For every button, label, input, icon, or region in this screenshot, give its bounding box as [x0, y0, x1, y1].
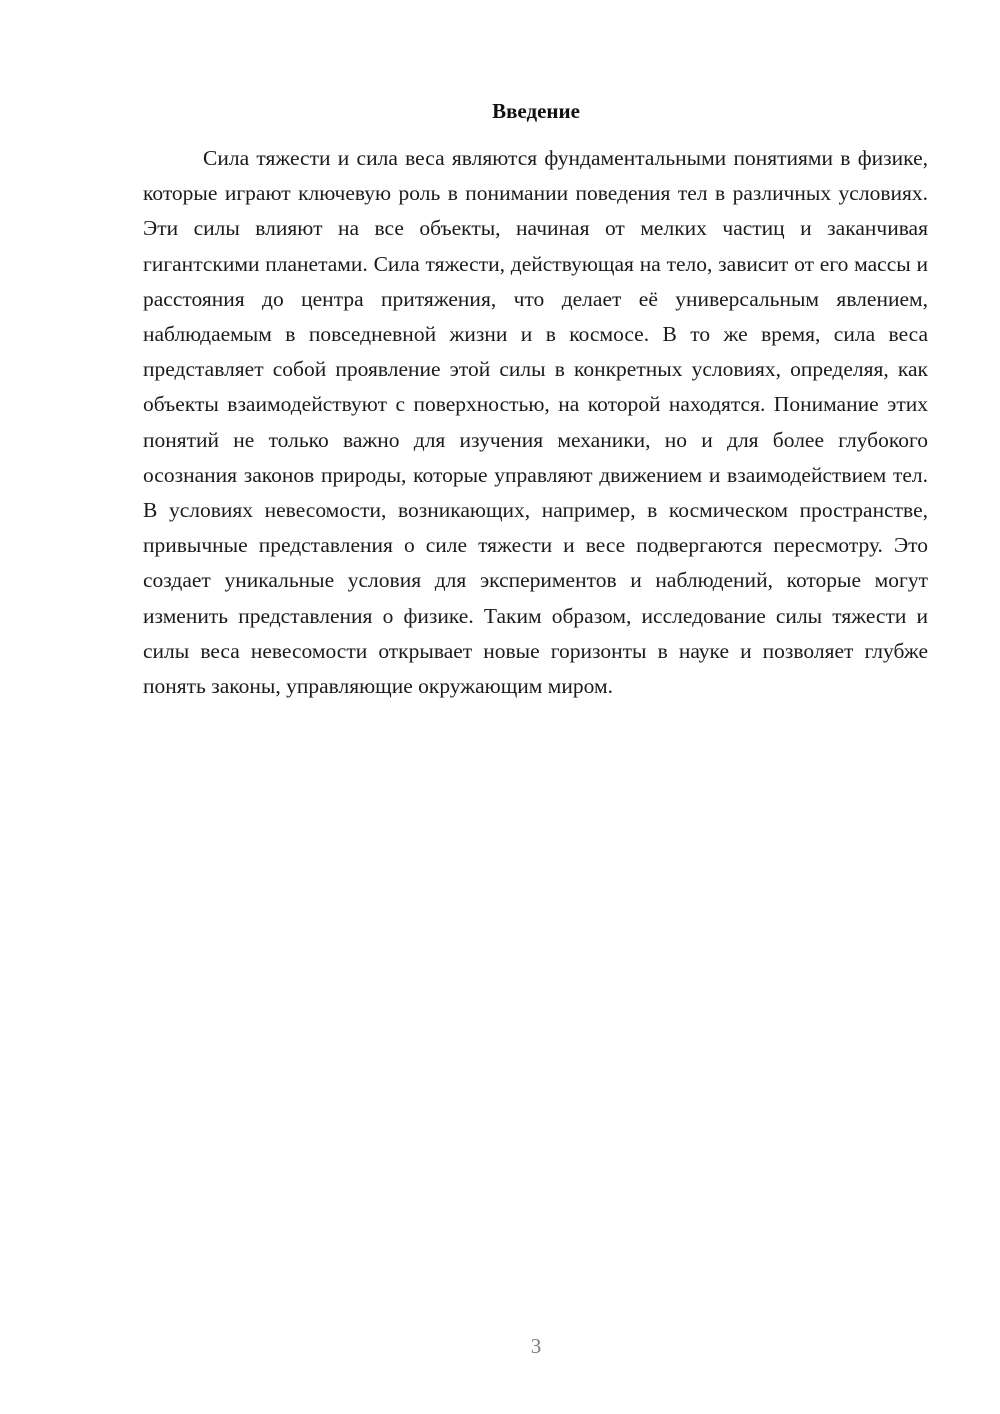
- body-paragraph: Сила тяжести и сила веса являются фундаментальными понятиями в физике, которые играют ключевую роль в понимании поведения тел в различных условиях. Эти силы влияют на все объекты, начиная от мелких частиц и заканчивая гигантскими планетами. Сила тяжести, действующая на тело, зависит от его массы и расстояния до центра притяжения, что делает её универсальным явлением, наблюдаемым в повседневной жизни и в космосе. В то же время, сила веса представляет собой проявление этой силы в конкретных условиях, определяя, как объекты взаимодействуют с поверхностью, на которой находятся. Понимание этих понятий не только важно для изучения механики, но и для более глубокого осознания законов природы, которые управляют движением и взаимодействием тел. В условиях невесомости, возникающих, например, в космическом пространстве, привычные представления о силе тяжести и весе подвергаются пересмотру. Это создает уникальные условия для экспериментов и наблюдений, которые могут изменить представления о физике. Таким образом, исследование силы тяжести и силы веса невесомости открывает новые горизонты в науке и позволяет глубже понять законы, управляющие окружающим миром.: [143, 146, 928, 699]
- page-number: 3: [530, 1334, 542, 1358]
- section-heading: Введение: [492, 99, 580, 123]
